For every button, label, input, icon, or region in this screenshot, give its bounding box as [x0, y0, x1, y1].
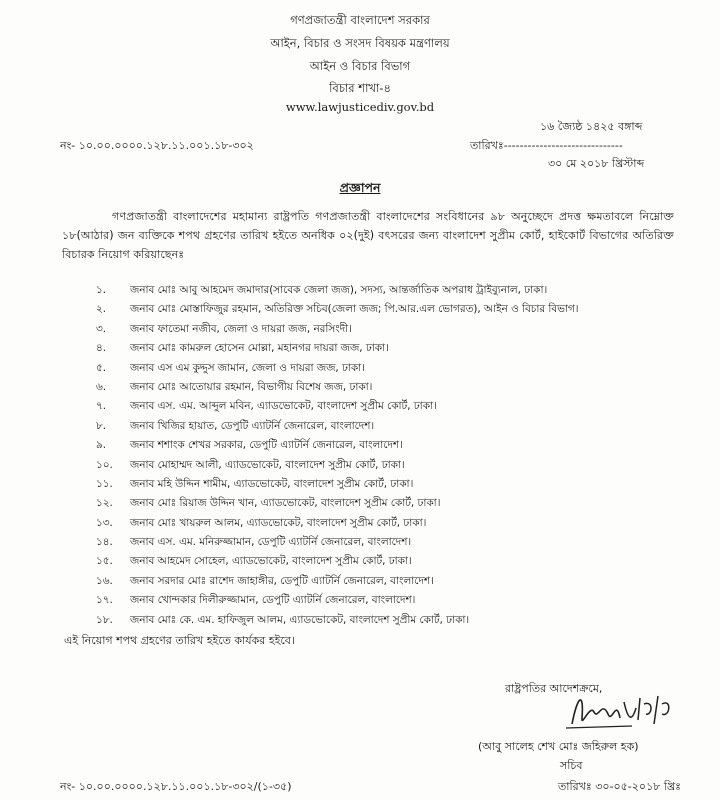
signatory-name: (আবু সালেহ শেখ মোঃ জহিরুল হক)	[478, 740, 639, 753]
list-item-text: জনাব এস এম কুদ্দুস জামান, জেলা ও দায়রা জজ, ঢাকা।	[130, 361, 365, 374]
list-item-text: জনাব শশাংক শেখর সরকার, ডেপুটি এ্যাটর্নি জেনারেল, বাংলাদেশ।	[130, 439, 403, 452]
list-item-text: জনাব সরদার মোঃ রাশেদ জাহাঙ্গীর, ডেপুটি এ্যাটর্নি জেনারেল, বাংলাদেশ।	[130, 574, 434, 587]
header-division: আইন ও বিচার বিভাগ	[309, 59, 411, 73]
list-item	[96, 533, 578, 552]
signature-image	[562, 684, 712, 736]
list-item-text: জনাব মোঃ মোস্তাফিজুর রহমান, অতিরিক্ত সচিব(জেলা জজ; পি.আর.এল ভোগরত), আইন ও বিচার বিভাগ।	[130, 303, 579, 316]
list-item-text: জনাব ফাতেমা নজীব, জেলা ও দায়রা জজ, নরসিংদী।	[130, 322, 352, 335]
english-date: ৩০ মে ২০১৮ খ্রিস্টাব্দ	[548, 157, 645, 170]
appointee-list	[96, 281, 578, 630]
list-item-number: ৪.	[96, 342, 107, 355]
header-section: বিচার শাখা-৪	[329, 81, 391, 95]
list-item-number: ৬.	[96, 380, 107, 393]
list-item-number: ১৮.	[96, 613, 113, 626]
list-item-text: জনাব খিজির হায়াত, ডেপুটি এ্যাটর্নি জেনারেল, বাংলাদেশ।	[130, 419, 375, 432]
list-item-number: ৩.	[96, 322, 107, 335]
list-item-number: ১১.	[96, 477, 113, 490]
intro-paragraph: গণপ্রজাতন্ত্রী বাংলাদেশের মহামান্য রাষ্ট্রপতি গণপ্রজাতন্ত্রী বাংলাদেশের সংবিধানের ৯৮ অনুচ্ছেদে প্রদত্ত ক্ষমতাবলে নিম্নোক্ত ১৮(আঠার) জন ব্যক্তিকে শপথ গ্রহণের তারিখ হইতে অনধিক ০২(দুই) বৎসরের জন্য বাংলাদেশ সুপ্রীম কোর্ট, হাইকোর্ট বিভাগের অতিরিক্ত বিচারক নিয়োগ করিয়াছেনঃ	[62, 210, 674, 261]
list-item-text: জনাব মোঃ কামরুল হোসেন মোল্লা, মহানগর দায়রা জজ, ঢাকা।	[130, 342, 389, 355]
notification-title: প্রজ্ঞাপন	[339, 180, 381, 195]
list-item	[96, 456, 578, 475]
list-item	[96, 572, 578, 591]
footer-memo-number: নং- ১০.০০.০০০০.১২৮.১১.০০১.১৮-৩০২/(১-৩৫)	[60, 780, 292, 793]
list-item-number: ২.	[96, 303, 107, 316]
list-item-number: ১৩.	[96, 516, 113, 529]
list-item-number: ১২.	[96, 497, 113, 510]
list-item	[96, 300, 578, 319]
list-item-number: ১৪.	[96, 536, 113, 549]
list-item-number: ১৭.	[96, 594, 113, 607]
header-ministry: আইন, বিচার ও সংসদ বিষয়ক মন্ত্রণালয়	[270, 36, 450, 50]
list-item-number: ৯.	[96, 439, 107, 452]
list-item-text: জনাব মোঃ খায়রুল আলম, এ্যাডভোকেট, বাংলাদেশ সুপ্রীম কোর্ট, ঢাকা।	[130, 516, 427, 529]
footer-date: তারিখঃ ৩০-০৫-২০১৮ খ্রিঃ	[558, 780, 682, 793]
list-item	[96, 591, 578, 610]
list-item	[96, 417, 578, 436]
list-item	[96, 475, 578, 494]
list-item-text: জনাব এস. এম. আব্দুল মবিন, এ্যাডভোকেট, বাংলাদেশ সুপ্রীম কোর্ট, ঢাকা।	[130, 400, 437, 413]
list-item-number: ৭.	[96, 400, 107, 413]
memo-number: নং- ১০.০০.০০০০.১২৮.১১.০০১.১৮-৩০২	[60, 139, 254, 152]
date-label: তারিখঃ------------------------------	[470, 139, 623, 152]
list-item-text: জনাব মহি উদ্দিন শামীম, এ্যাডভোকেট, বাংলাদেশ সুপ্রীম কোর্ট, ঢাকা।	[130, 477, 414, 490]
signatory-designation: সচিব	[560, 759, 583, 772]
list-item-text: জনাব মোহাম্মদ আলী, এ্যাডভোকেট, বাংলাদেশ সুপ্রীম কোর্ট, ঢাকা।	[130, 458, 405, 471]
list-item	[96, 552, 578, 571]
closing-statement: এই নিয়োগ শপথ গ্রহণের তারিখ হইতে কার্যকর হইবে।	[64, 634, 295, 647]
list-item-text: জনাব খোন্দকার দিলীরুজ্জামান, ডেপুটি এ্যাটর্নি জেনারেল, বাংলাদেশ।	[130, 594, 416, 607]
list-item	[96, 378, 578, 397]
list-item-text: জনাব মোঃ রিয়াজ উদ্দিন খান, এ্যাডভোকেট, বাংলাদেশ সুপ্রীম কোর্ট, ঢাকা।	[130, 497, 441, 510]
list-item	[96, 436, 578, 455]
list-item	[96, 611, 578, 630]
order-line: রাষ্ট্রপতির আদেশক্রমে,	[505, 682, 603, 695]
list-item	[96, 339, 578, 358]
list-item	[96, 514, 578, 533]
list-item-number: ১.	[96, 284, 107, 296]
list-item-number: ১০.	[96, 458, 113, 471]
list-item-number: ১৬.	[96, 574, 113, 587]
list-item	[96, 397, 578, 416]
list-item-text: জনাব মোঃ কে. এম. হাফিজুল আলম, এ্যাডভোকেট, বাংলাদেশ সুপ্রীম কোর্ট, ঢাকা।	[130, 613, 470, 626]
header-government: গণপ্রজাতন্ত্রী বাংলাদেশ সরকার	[290, 13, 430, 27]
list-item-number: ১৫.	[96, 555, 113, 568]
list-item-number: ৫.	[96, 361, 107, 374]
list-item-number: ৮.	[96, 419, 107, 432]
list-item	[96, 494, 578, 513]
list-item-text: জনাব আহমেদ সোহেল, এ্যাডভোকেট, বাংলাদেশ সুপ্রীম কোর্ট, ঢাকা।	[130, 555, 412, 568]
list-item	[96, 320, 578, 339]
list-item	[96, 281, 578, 300]
list-item	[96, 359, 578, 378]
list-item-text: জনাব এস. এম. মনিরুজ্জামান, ডেপুটি এ্যাটর্নি জেনারেল, বাংলাদেশ।	[130, 536, 412, 549]
bangla-date: ১৬ জ্যৈষ্ঠ ১৪২৫ বঙ্গাব্দ	[540, 120, 643, 133]
list-item-text: জনাব মোঃ আবু আহমেদ জমাদার(সাবেক জেলা জজ), সদস্য, আন্তর্জাতিক অপরাধ ট্রাইব্যুনাল, ঢাকা।	[130, 284, 548, 296]
list-item-text: জনাব মোঃ আতোয়ার রহমান, বিভাগীয় বিশেষ জজ, ঢাকা।	[130, 380, 373, 393]
header-website: www.lawjusticediv.gov.bd	[285, 100, 435, 114]
